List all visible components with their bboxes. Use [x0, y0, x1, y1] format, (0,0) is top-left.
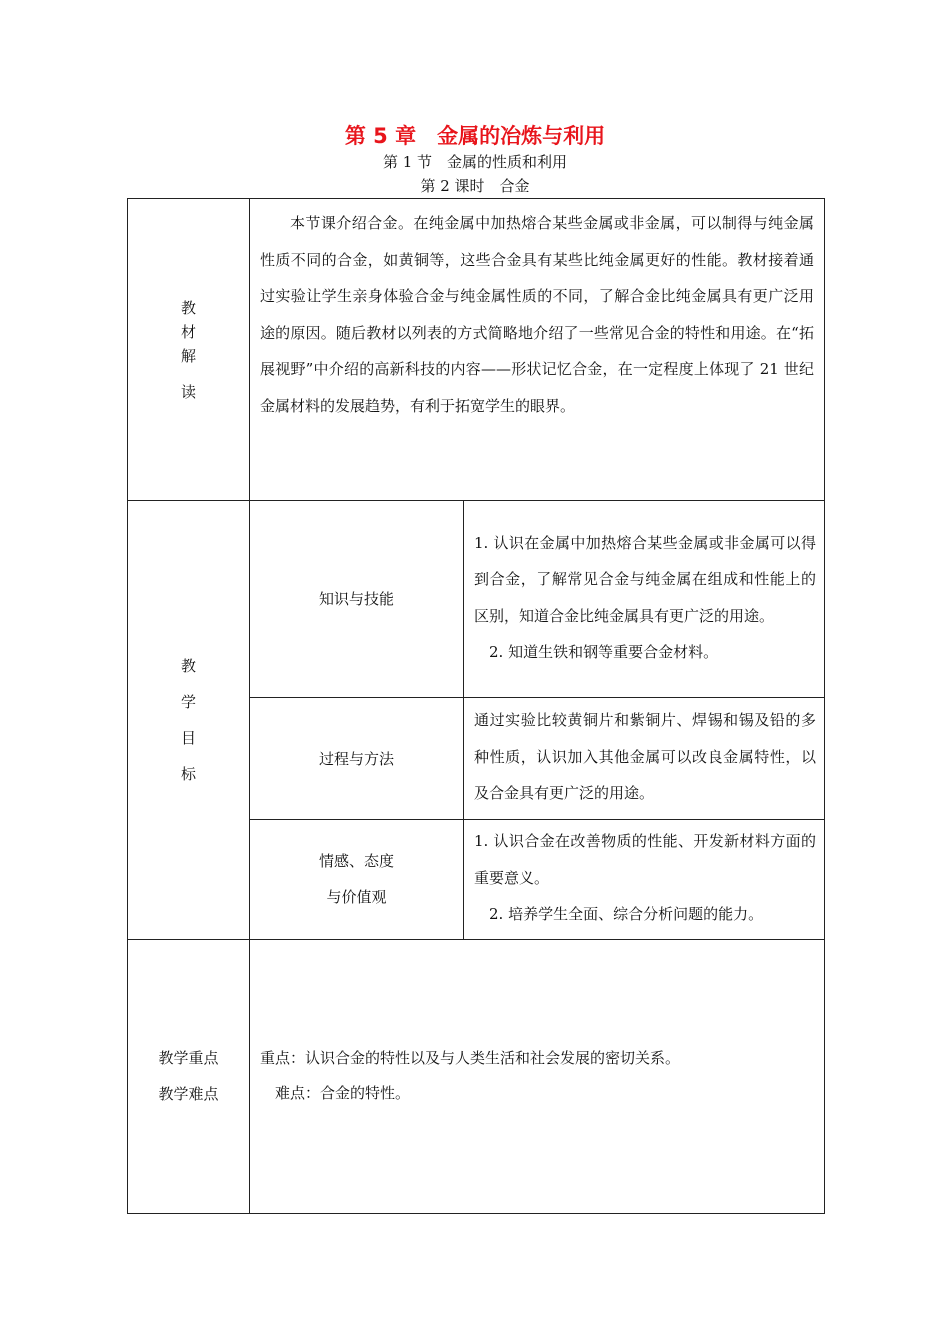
process-item: 通过实验比较黄铜片和紫铜片、焊锡和锡及铅的多种性质，认识加入其他金属可以改良金属特性，以及合金具有更广泛的用途。: [474, 711, 817, 803]
materials-label: [128, 199, 250, 501]
difficult-point: 难点：合金的特性。: [275, 1084, 411, 1102]
attitude-label-line-2: 与价值观: [326, 888, 387, 907]
objectives-label-char: 目: [180, 728, 196, 747]
attitude-label: [250, 820, 464, 940]
lesson-title: 第 2 课时 合金: [420, 177, 530, 195]
knowledge-label: [250, 501, 464, 698]
objectives-label-char: 学: [180, 692, 196, 711]
objectives-label-char: 标: [180, 764, 196, 783]
knowledge-item-1: 1. 认识在金属中加热熔合某些金属或非金属可以得到合金，了解常见合金与纯金属在组成和性能上的区别，知道合金比纯金属具有更广泛的用途。: [474, 533, 817, 625]
attitude-item-2: 2. 培养学生全面、综合分析问题的能力。: [489, 905, 764, 923]
keypoints-label-line-2: 教学难点: [158, 1085, 219, 1103]
keypoints-row: [128, 939, 825, 1213]
materials-label-char: 教: [180, 298, 196, 317]
keypoints-label-line-1: 教学重点: [158, 1049, 219, 1067]
chapter-title: 第 5 章 金属的冶炼与利用: [344, 124, 606, 148]
process-label: [250, 698, 464, 820]
keypoints-label: [128, 939, 250, 1213]
section-title: 第 1 节 金属的性质和利用: [382, 153, 568, 171]
attitude-item-1: 1. 认识合金在改善物质的性能、开发新材料方面的重要意义。: [474, 832, 817, 887]
materials-label-char: 解: [180, 346, 196, 365]
knowledge-label-text: 知识与技能: [318, 590, 394, 608]
objectives-label-char: 教: [180, 656, 196, 675]
attitude-text: [464, 820, 825, 940]
process-text: [464, 698, 825, 820]
keypoints-text: [250, 939, 825, 1213]
key-point: 重点：认识合金的特性以及与人类生活和社会发展的密切关系。: [260, 1049, 681, 1067]
knowledge-text: [464, 501, 825, 698]
lesson-plan-table: [127, 198, 825, 1214]
attitude-label-line-1: 情感、态度: [318, 852, 394, 871]
materials-row: [128, 199, 825, 501]
objectives-label: [128, 501, 250, 940]
materials-label-char: 读: [180, 382, 196, 401]
knowledge-item-2: 2. 知道生铁和钢等重要合金材料。: [489, 643, 719, 661]
materials-text: 本节课介绍合金。在纯金属中加热熔合某些金属或非金属，可以制得与纯金属性质不同的合金，如黄铜等，这些合金具有某些比纯金属更好的性能。教材接着通过实验让学生亲身体验合金与纯金属性质的不同，了解合金比纯金属具有更广泛用途的原因。随后教材以列表的方式简略地介绍了一些常见合金的特性和用途。在“拓展视野”中介绍的高新科技的内容——形状记忆合金，在一定程度上体现了 21 世纪金属材料的发展趋势，有利于拓宽学生的眼界。: [250, 199, 825, 501]
objective-knowledge-row: [128, 501, 825, 698]
materials-label-char: 材: [180, 322, 196, 341]
process-label-text: 过程与方法: [318, 749, 394, 768]
